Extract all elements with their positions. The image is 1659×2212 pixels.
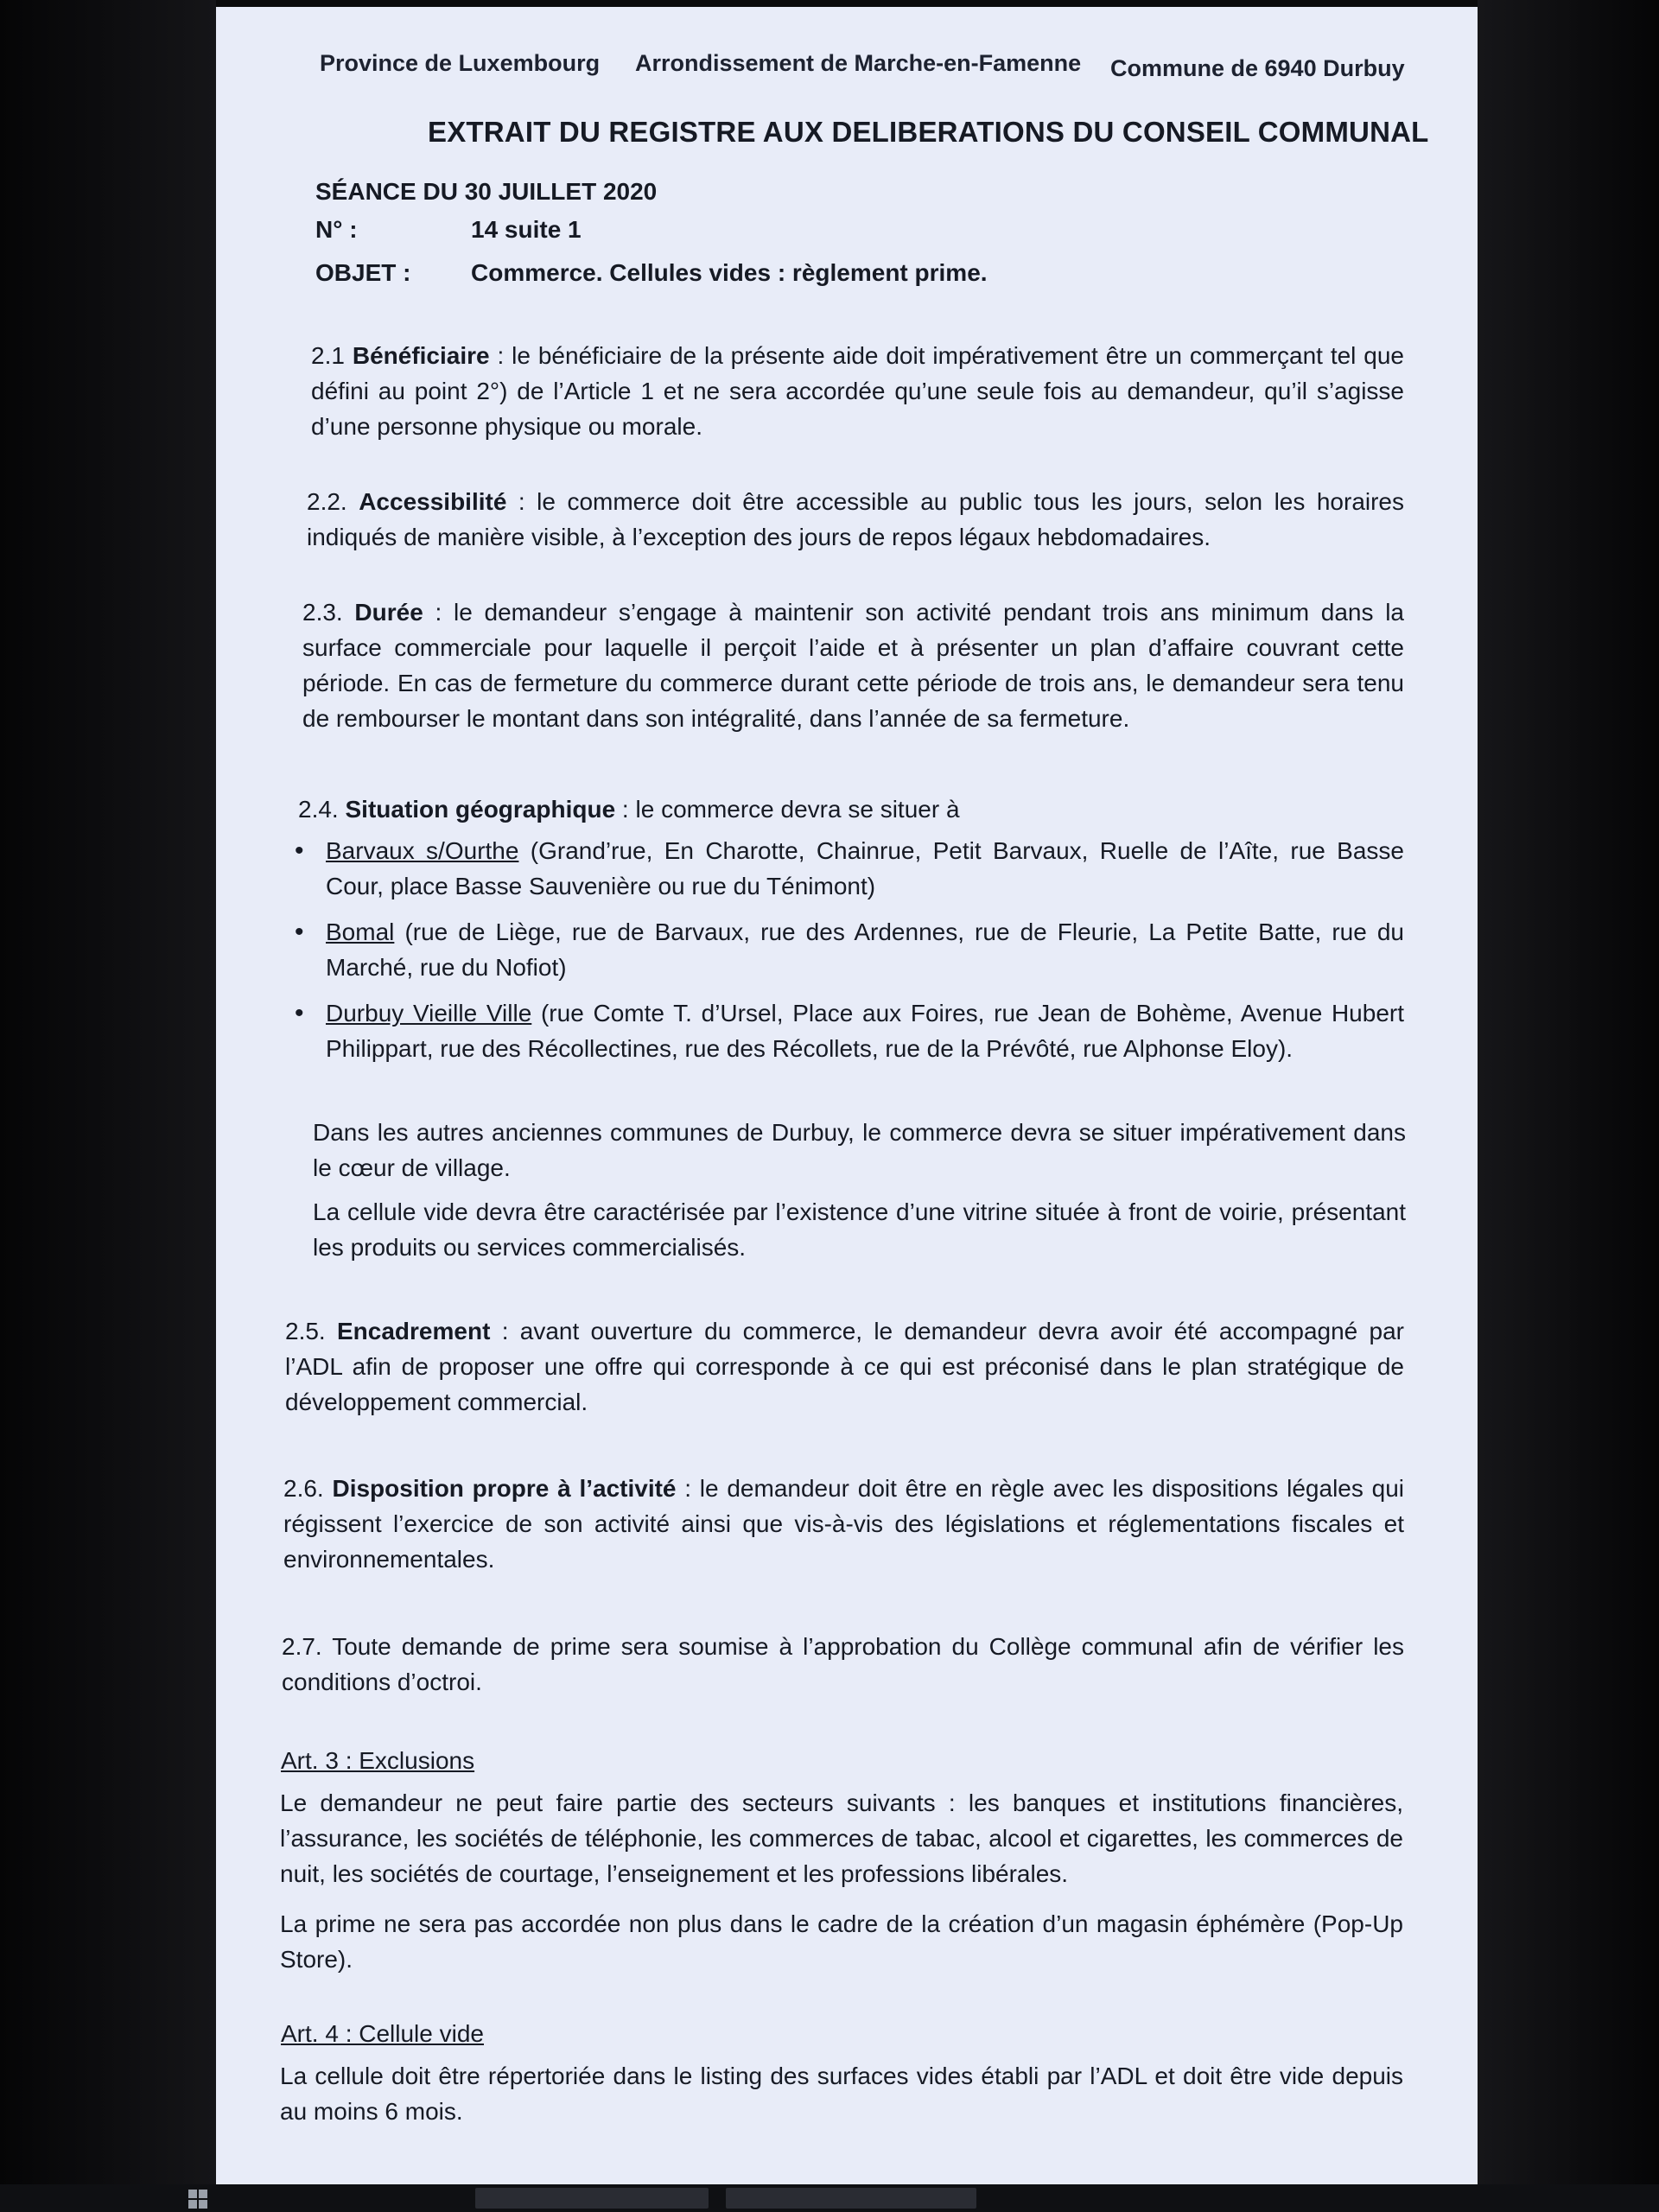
- list-item: [289, 995, 1404, 1066]
- article-3-title: Art. 3 : Exclusions: [281, 1747, 475, 1774]
- list-item: [289, 833, 1404, 904]
- document-page: [216, 7, 1478, 2184]
- location-name: Barvaux s/Ourthe: [326, 837, 519, 864]
- section-2-5-num: 2.5.: [285, 1318, 326, 1344]
- section-2-5-label: Encadrement: [337, 1318, 491, 1344]
- section-2-3-num: 2.3.: [302, 599, 343, 626]
- section-2-4-note-vitrine: La cellule vide devra être caractérisée par l’existence d’une vitrine située à front de voirie, présentant les produits ou services commercialisés.: [313, 1198, 1406, 1261]
- meta-number-value: 14 suite 1: [471, 216, 582, 243]
- section-2-6-num: 2.6.: [283, 1475, 324, 1502]
- section-2-2-num: 2.2.: [307, 488, 347, 515]
- section-2-2-text: : le commerce doit être accessible au public tous les jours, selon les horaires indiqués de manière visible, à l’exception des jours de repos légaux hebdomadaires.: [307, 488, 1405, 550]
- meta-objet-label: OBJET :: [315, 259, 411, 286]
- section-2-6: [283, 1471, 1404, 1577]
- section-2-1-text: : le bénéficiaire de la présente aide doit impérativement être un commerçant tel que défini au point 2°) de l’Article 1 et ne sera accordée qu’une seule fois au demandeur, qu’il s’agisse d’une personne physique ou morale.: [311, 342, 1405, 440]
- meta-objet: [315, 259, 988, 287]
- section-2-1-num: 2.1: [311, 342, 345, 369]
- article-4-title: Art. 4 : Cellule vide: [281, 2020, 484, 2047]
- section-2-4-label: Situation géographique: [345, 796, 616, 823]
- location-details: (Grand’rue, En Charotte, Chainrue, Petit Barvaux, Ruelle de l’Aîte, rue Basse Cour, place Basse Sauvenière ou rue du Ténimont): [326, 837, 1404, 899]
- meta-objet-value: Commerce. Cellules vides : règlement prime.: [471, 259, 988, 286]
- article-3-popup-note: La prime ne sera pas accordée non plus dans le cadre de la création d’un magasin éphémère (Pop-Up Store).: [280, 1910, 1403, 1973]
- header-arrondissement: Arrondissement de Marche-en-Famenne: [635, 50, 1082, 76]
- section-2-5-text: : avant ouverture du commerce, le demandeur devra avoir été accompagné par l’ADL afin de proposer une offre qui corresponde à ce qui est préconisé dans le plan stratégique de développement commercial.: [285, 1318, 1404, 1415]
- meta-number-label: N° :: [315, 216, 358, 243]
- section-2-3: [302, 594, 1404, 736]
- section-2-6-text: : le demandeur doit être en règle avec les dispositions légales qui régissent l’exercice de son activité ainsi que vis-à-vis des législations et réglementations fiscales et environnementales.: [283, 1475, 1404, 1573]
- photo-frame-right: [1478, 0, 1659, 2212]
- taskbar: [0, 2184, 1659, 2212]
- section-2-3-text: : le demandeur s’engage à maintenir son activité pendant trois ans minimum dans la surface commerciale pour laquelle il perçoit l’aide et à présenter un plan d’affaire couvrant cette période. En cas de fermeture du commerce durant cette période de trois ans, le demandeur sera tenu de rembourser le montant dans son intégralité, dans l’année de sa fermeture.: [302, 599, 1404, 732]
- section-2-4: [298, 791, 1404, 827]
- section-2-3-label: Durée: [354, 599, 423, 626]
- location-details: (rue Comte T. d’Ursel, Place aux Foires, rue Jean de Bohème, Avenue Hubert Philippart, rue des Récollectines, rue des Récollets, rue de la Prévôté, rue Alphonse Eloy).: [326, 1000, 1405, 1062]
- windows-start-icon[interactable]: [188, 2190, 207, 2209]
- section-2-2: [307, 484, 1404, 555]
- article-4-paragraph: La cellule doit être répertoriée dans le listing des surfaces vides établi par l’ADL et doit être vide depuis au moins 6 mois.: [280, 2063, 1403, 2125]
- location-details: (rue de Liège, rue de Barvaux, rue des Ardennes, rue de Fleurie, La Petite Batte, rue du Marché, rue du Nofiot): [326, 918, 1404, 981]
- section-2-4-note-village: Dans les autres anciennes communes de Durbuy, le commerce devra se situer impérativement dans le cœur de village.: [313, 1119, 1406, 1181]
- section-2-1: [311, 338, 1404, 444]
- document-title: EXTRAIT DU REGISTRE AUX DELIBERATIONS DU CONSEIL COMMUNAL: [428, 116, 1429, 148]
- article-3-paragraph: Le demandeur ne peut faire partie des secteurs suivants : les banques et institutions financières, l’assurance, les sociétés de téléphonie, les commerces de tabac, alcool et cigarettes, les commerces de nuit, les sociétés de courtage, l’enseignement et les professions libérales.: [280, 1789, 1403, 1887]
- locations-list: [289, 833, 1404, 1077]
- meta-number: [315, 216, 582, 244]
- section-2-4-text: : le commerce devra se situer à: [615, 796, 960, 823]
- list-item: [289, 914, 1404, 985]
- header-province: Province de Luxembourg: [320, 50, 601, 76]
- section-2-6-label: Disposition propre à l’activité: [332, 1475, 677, 1502]
- section-2-2-label: Accessibilité: [359, 488, 507, 515]
- section-2-4-num: 2.4.: [298, 796, 339, 823]
- location-name: Bomal: [326, 918, 395, 945]
- document-header: [320, 50, 1405, 88]
- taskbar-app-button[interactable]: [475, 2188, 709, 2209]
- header-commune: Commune de 6940 Durbuy: [1110, 55, 1405, 81]
- section-2-1-label: Bénéficiaire: [352, 342, 490, 369]
- section-2-7: 2.7. Toute demande de prime sera soumise à l’approbation du Collège communal afin de vérifier les conditions d’octroi.: [282, 1633, 1404, 1695]
- photo-frame-left: [0, 0, 216, 2212]
- location-name: Durbuy Vieille Ville: [326, 1000, 532, 1027]
- section-2-5: [285, 1313, 1404, 1420]
- taskbar-app-button[interactable]: [726, 2188, 976, 2209]
- meta-seance: SÉANCE DU 30 JUILLET 2020: [315, 178, 658, 205]
